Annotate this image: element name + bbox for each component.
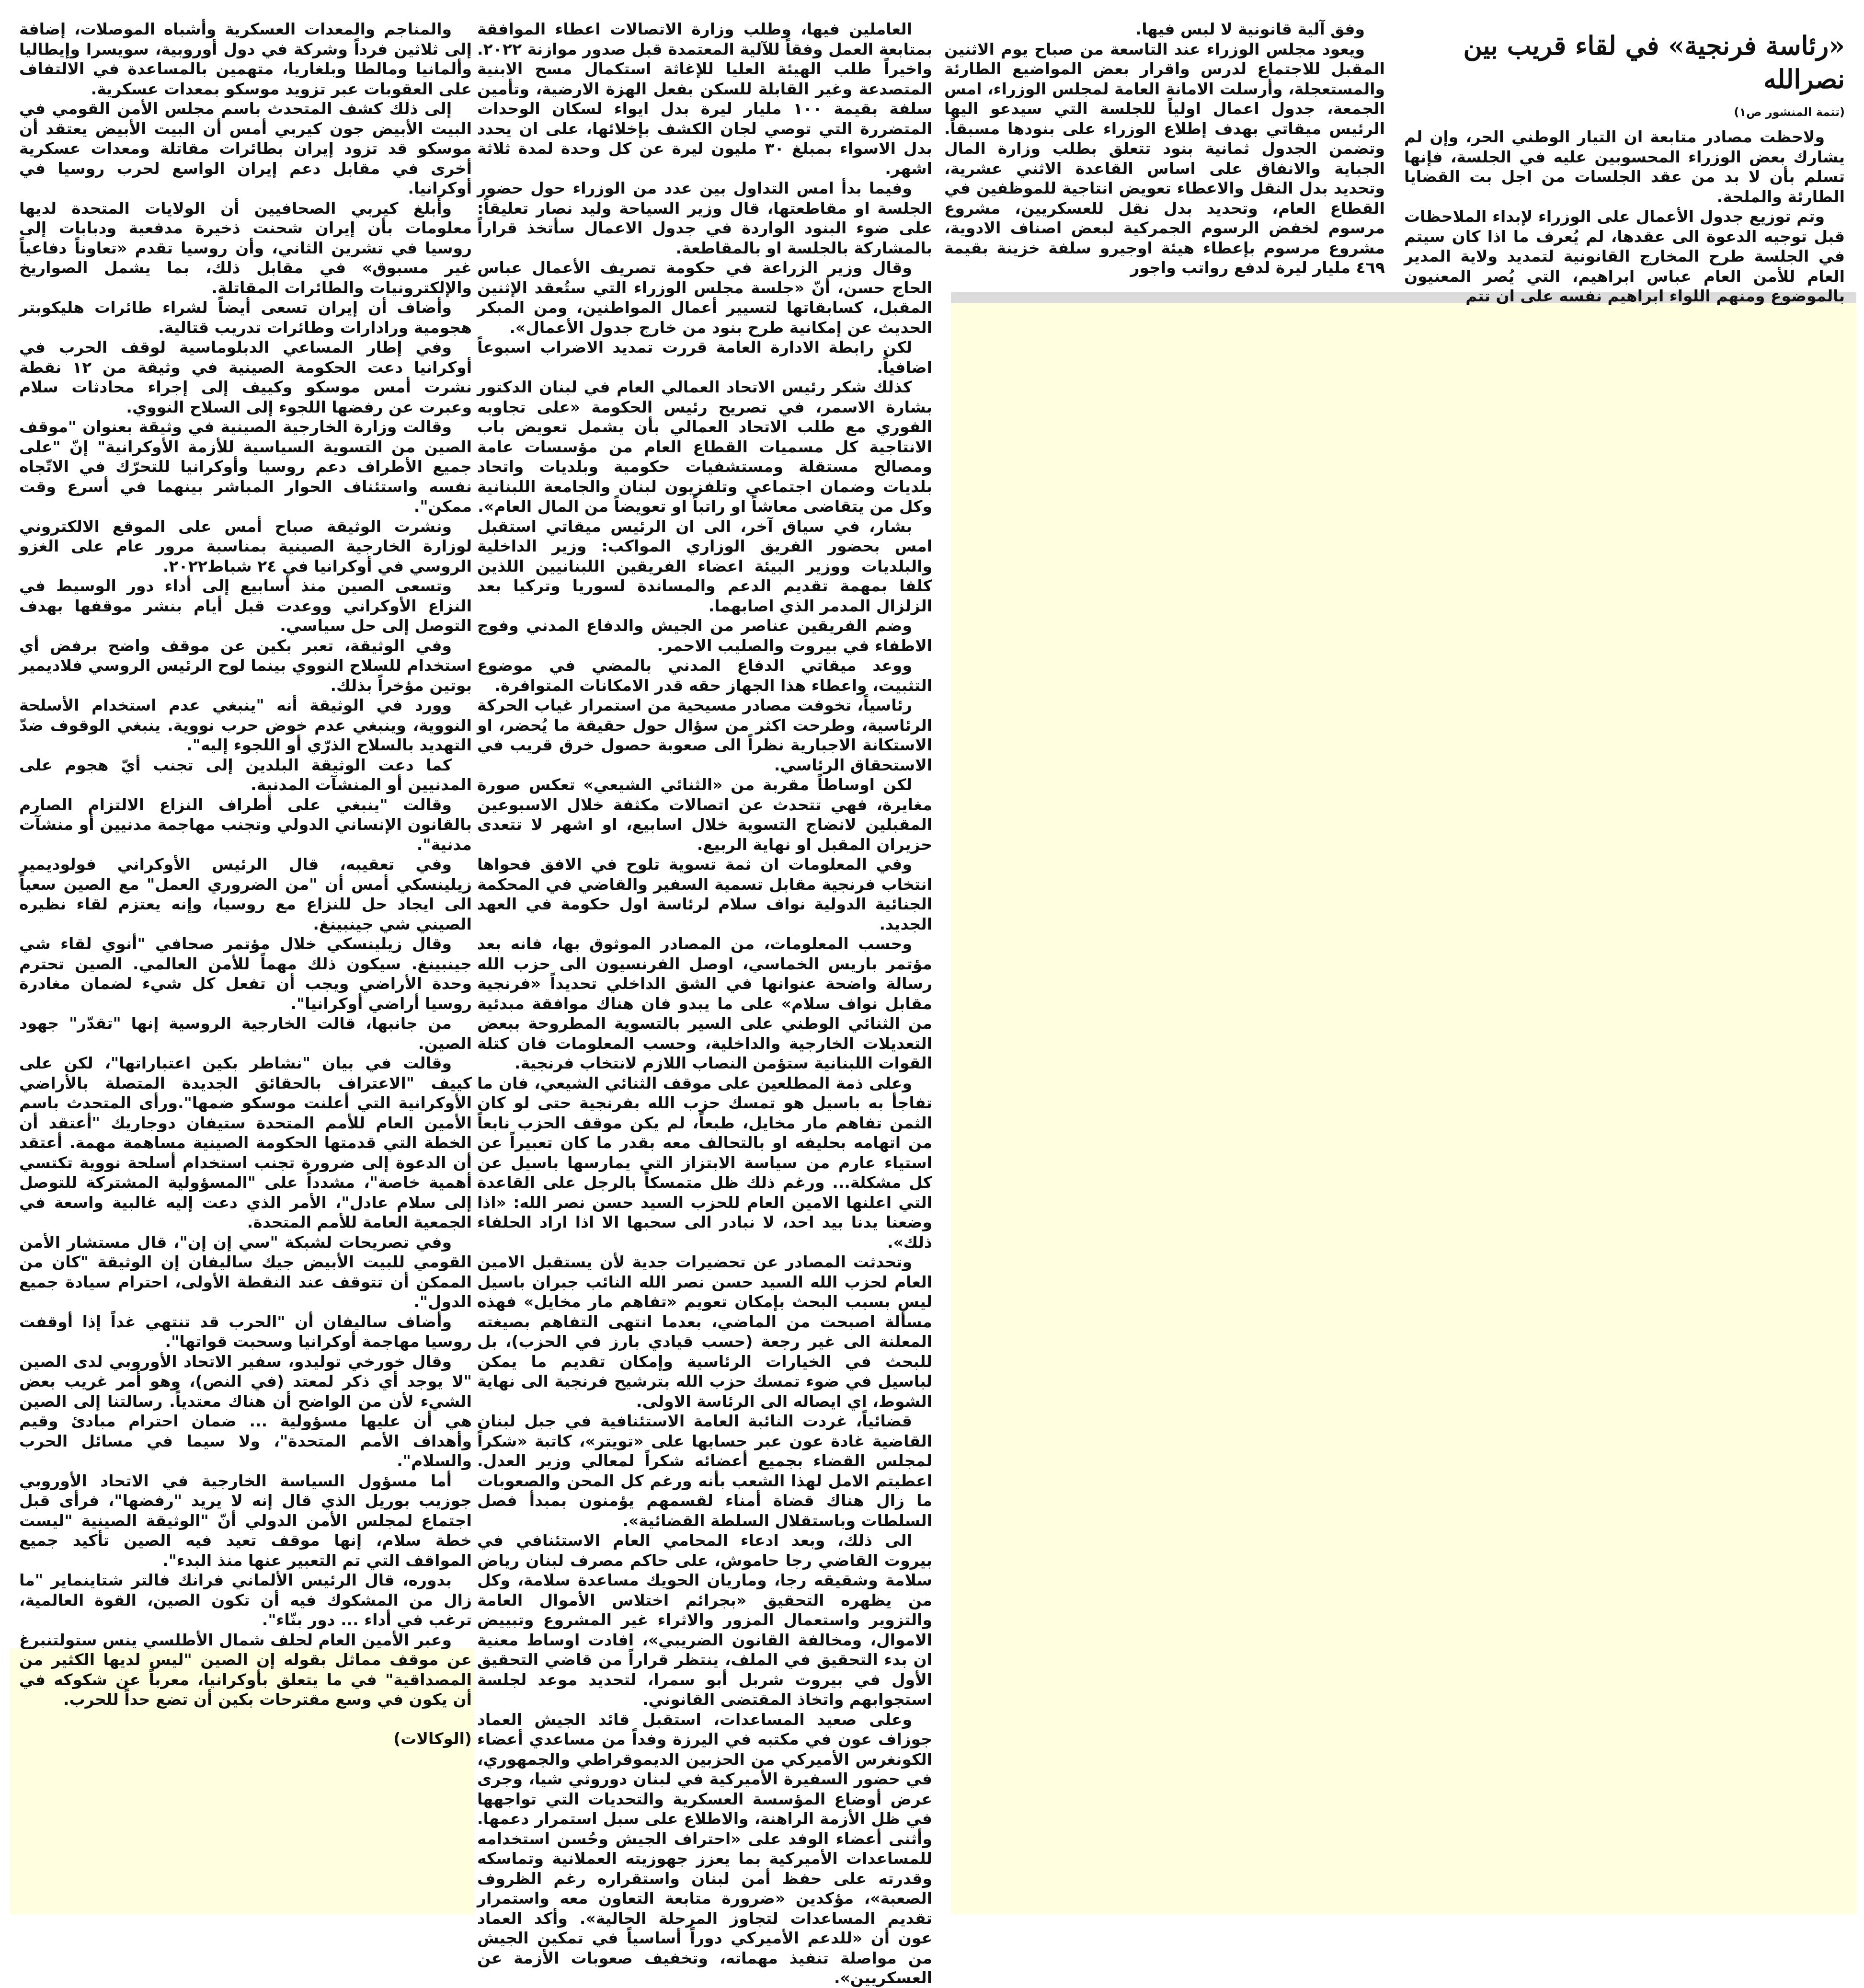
paragraph: وورد في الوثيقة أنه "ينبغي عدم استخدام الأسلحة النووية، وينبغي عدم خوض حرب نووية. ينبغي الوقوف ضدّ التهديد بالسلاح الذرّي أو اللجوء إليه". xyxy=(19,696,472,754)
column-1 xyxy=(1404,127,1845,305)
paragraph: وقال خورخي توليدو، سفير الاتحاد الأوروبي لدى الصين "لا يوجد أي ذكر لمعتد (في النص)، وهو أمر غريب بعض الشيء لأن من الواضح أن هناك معتدياً. رسالتنا إلى الصين هي أن عليها مسؤولية ... ضمان احترام مبادئ وقيم وأهداف الأمم المتحدة"، ولا سيما في مسائل الحرب والسلام". xyxy=(19,1352,472,1470)
paragraph: وقالت "ينبغي على أطراف النزاع الالتزام الصارم بالقانون الإنساني الدولي وتجنب مهاجمة مدنيين أو منشآت مدنية". xyxy=(19,795,472,854)
paragraph: وفي المعلومات ان ثمة تسوية تلوح في الافق فحواها انتخاب فرنجية مقابل تسمية السفير والقاضي في المحكمة الجنائية الدولية نواف سلام لرئاسة اول حكومة في العهد الجديد. xyxy=(477,855,932,933)
agency-credit: (الوكالات) xyxy=(393,1729,472,1748)
paragraph: وعبر الأمين العام لحلف شمال الأطلسي ينس ستولتنبرغ عن موقف مماثل بقوله إن الصين "ليس لديها الكثير من المصداقية" في ما يتعلق بأوكرانيا، معرباً عن شكوكه في أن يكون في وسع مقترحات بكين أن تضع حداً للحرب. xyxy=(19,1630,472,1709)
paragraph: وتسعى الصين منذ أسابيع إلى أداء دور الوسيط في النزاع الأوكراني ووعدت قبل أيام بنشر موقفها بهدف التوصل إلى حل سياسي. xyxy=(19,576,472,635)
paragraph: وأضاف أن إيران تسعى أيضاً لشراء طائرات هليكوبتر هجومية ورادارات وطائرات تدريب قتالية. xyxy=(19,298,472,337)
column-4 xyxy=(19,19,472,1748)
paragraph: قضائياً، غردت النائبة العامة الاستئنافية في جبل لبنان القاضية غادة عون عبر حسابها على «تويتر»، كاتبة «شكراً لمجلس القضاء بجميع أعضائه شكراً لمعالي وزير العدل. اعطيتم الامل لهذا الشعب بأنه ورغم كل المحن والصعوبات ما زال هناك قضاة أمناء لقسمهم يؤمنون بمبدأ فصل السلطات وباستقلال السلطة القضائية». xyxy=(477,1412,932,1530)
paragraph: ويعود مجلس الوزراء عند التاسعة من صباح يوم الاثنين المقبل للاجتماع لدرس واقرار بعض المواضيع الطارئة والمستعجلة، وأرسلت الامانة العامة لمجلس الوزراء، امس الجمعة، جدول اعمال اولياً للجلسة التي سيدعو اليها الرئيس ميقاتي بهدف إطلاع الوزراء على بنودها مسبقاً. وتضمن الجدول ثمانية بنود تتعلق بطلب وزارة المال الجباية والانفاق على اساس القاعدة الاثني عشرية، وتحديد بدل النقل والاعطاء تعويض انتاجية للموظفين في القطاع العام، وتحديد بدل نقل للعسكريين، مشروع مرسوم لخفض الرسوم الجمركية لبعض اصناف الادوية، مشروع مرسوم بإعطاء هيئة اوجيرو سلفة خزينة بقيمة ٤٦٩ مليار ليرة لدفع رواتب واجور xyxy=(944,39,1385,277)
paragraph: وفي تعقيبه، قال الرئيس الأوكراني فولوديمير زيلينسكي أمس أن "من الضروري العمل" مع الصين سعياً الى ايجاد حل للنزاع مع روسيا، وإنه يعتزم لقاء نظيره الصيني شي جينبينغ. xyxy=(19,855,472,933)
paragraph: وضم الفريقين عناصر من الجيش والدفاع المدني وفوج الاطفاء في بيروت والصليب الاحمر. xyxy=(477,616,932,655)
paragraph: وفي الوثيقة، تعبر بكين عن موقف واضح برفض أي استخدام للسلاح النووي بينما لوح الرئيس الروسي فلاديمير بوتين مؤخراً بذلك. xyxy=(19,636,472,695)
column-2 xyxy=(944,19,1385,290)
paragraph: وفيما بدأ امس التداول بين عدد من الوزراء حول حضور الجلسة او مقاطعتها، قال وزير السياحة وليد نصار تعليقاً: على ضوء البنود الواردة في جدول الاعمال سأتخذ قراراً بالمشاركة بالجلسة او بالمقاطعة. xyxy=(477,179,932,257)
paragraph: أما مسؤول السياسة الخارجية في الاتحاد الأوروبي جوزيب بوريل الذي قال إنه لا يريد "رفضها"، فرأى قبل اجتماع لمجلس الأمن الدولي أنّ "الوثيقة الصينية "ليست خطة سلام، إنها موقف تعيد فيه الصين تأكيد جميع المواقف التي تم التعبير عنها منذ البدء". xyxy=(19,1471,472,1570)
paragraph: وفق آلية قانونية لا لبس فيها. xyxy=(1135,20,1365,38)
paragraph: لكن رابطة الادارة العامة قررت تمديد الاضراب اسبوعاً اضافياً. xyxy=(477,338,932,377)
continued-note: (تتمة المنشور ص١) xyxy=(1734,105,1845,119)
paragraph: وحسب المعلومات، من المصادر الموثوق بها، فانه بعد مؤتمر باريس الخماسي، اوصل الفرنسيون الى حزب الله رسالة واضحة عنوانها في الشق الداخلي تحديداً «فرنجية مقابل نواف سلام» على ما يبدو فان هناك موافقة مبدئية من الثنائي الوطني على السير بالتسوية المطروحة ببعض التعديلات الخارجية والداخلية، وحسب المعلومات فان كتلة القوات اللبنانية ستؤمن النصاب اللازم لانتخاب فرنجية. xyxy=(477,934,932,1072)
paragraph: وفي إطار المساعي الدبلوماسية لوقف الحرب في أوكرانيا دعت الحكومة الصينية في وثيقة من ١٢ نقطة نشرت أمس موسكو وكييف إلى إجراء محادثات سلام وعبرت عن رفضها اللجوء إلى السلاح النووي. xyxy=(19,338,472,416)
paragraph: وأبلغ كيربي الصحافيين أن الولايات المتحدة لديها معلومات بأن إيران شحنت ذخيرة مدفعية ودبابات إلى روسيا في تشرين الثاني، وأن روسيا تقدم «تعاوناً دفاعياً غير مسبوق» في مقابل ذلك، بما يشمل الصواريخ والإلكترونيات والطائرات المقاتلة. xyxy=(19,198,472,297)
paragraph: وتم توزيع جدول الأعمال على الوزراء لإبداء الملاحظات قبل توجيه الدعوة الى عقدها، لم يُعرف ما اذا كان سيتم في الجلسة طرح المخارج القانونية لتمديد ولاية المدير العام للأمن العام عباس ابراهيم، التي يُصر المعنيون بالموضوع ومنهم اللواء ابراهيم نفسه على ان تتم xyxy=(1404,207,1845,305)
paragraph: وقال وزير الزراعة في حكومة تصريف الأعمال عباس الحاج حسن، أنّ «جلسة مجلس الوزراء التي ستُعقد الإثنين المقبل، كسابقاتها لتسيير أعمال المواطنين، ومن المبكر الحديث عن إمكانية طرح بنود من خارج جدول الأعمال». xyxy=(477,258,932,337)
paragraph: الى ذلك، وبعد ادعاء المحامي العام الاستئنافي في بيروت القاضي رجا حاموش، على حاكم مصرف لبنان رياض سلامة وشقيقه رجا، وماريان الحويك مساعدة سلامة، وكل من يظهره التحقيق «بجرائم اختلاس الأموال العامة والتزوير واستعمال المزور والاثراء غير المشروع وتبييض الاموال، ومخالفة القانون الضريبي»، افادت اوساط معنية ان بدء التحقيق في الملف، ينتظر قراراً من قاضي التحقيق الأول في بيروت شربل أبو سمرا، لتحديد موعد لجلسة استجوابهم واتخاذ المقتضى القانوني. xyxy=(477,1531,932,1709)
paragraph: رئاسياً، تخوفت مصادر مسيحية من استمرار غياب الحركة الرئاسية، وطرحت اكثر من سؤال حول حقيقة ما يُحضر، او الاستكانة الاجبارية نظراً الى صعوبة حصول خرق قريب في الاستحقاق الرئاسي. xyxy=(477,696,932,774)
paragraph: لكن اوساطاً مقربة من «الثنائي الشيعي» تعكس صورة مغايرة، فهي تتحدث عن اتصالات مكثفة خلال الاسبوعين المقبلين لانضاج التسوية خلال اسابيع، او اشهر لا تتعدى حزيران المقبل او نهاية الربيع. xyxy=(477,775,932,854)
headline: «رئاسة فرنجية» في لقاء قريب بين نصرالله xyxy=(1463,30,1845,94)
paragraph: وقالت في بيان "نشاطر بكين اعتباراتها"، لكن على كييف "الاعتراف بالحقائق الجديدة المتصلة بالأراضي الأوكرانية التي أعلنت موسكو ضمها".ورأى المتحدث باسم الأمين العام للأمم المتحدة ستيفان دوجاريك "أعتقد أن الخطة التي قدمتها الحكومة الصينية مساهمة مهمة. أعتقد أن الدعوة إلى ضرورة تجنب استخدام أسلحة نووية تكتسي أهمية خاصة"، مشدداً على "المسؤولية المشتركة للتوصل إلى سلام عادل"، الأمر الذي دعت إليه غالبية واسعة في الجمعية العامة للأمم المتحدة. xyxy=(19,1054,472,1231)
paragraph: وتحدثت المصادر عن تحضيرات جدية لأن يستقبل الامين العام لحزب الله السيد حسن نصر الله النائب جبران باسيل ليس بسبب البحث بإمكان تعويم «تفاهم مار مخايل» فهذه مسألة اصبحت من الماضي، بعدما انتهى التفاهم بصيغته المعلنة الى غير رجعة (حسب قيادي بارز في الحزب)، بل للبحث في الخيارات الرئاسية وإمكان تقديم ما يمكن لباسيل في ضوء تمسك حزب الله بترشيح فرنجية الى نهاية الشوط، اي ايصاله الى الرئاسة الاولى. xyxy=(477,1253,932,1411)
paragraph: والمناجم والمعدات العسكرية وأشباه الموصلات، إضافة إلى ثلاثين فرداً وشركة في دول أوروبية، سويسرا وإيطاليا وألمانيا ومالطا وبلغاريا، متهمين بالمساعدة في الالتفاف على العقوبات عبر تزويد موسكو بمعدات عسكرية. xyxy=(19,20,472,98)
paragraph: ولاحظت مصادر متابعة ان التيار الوطني الحر، وإن لم يشارك بعض الوزراء المحسوبين عليه في الجلسة، فإنها تسلم بأن لا بد من عقد الجلسات من اجل بت القضايا الطارئة والملحة. xyxy=(1404,127,1845,206)
paragraph: وقال زيلينسكي خلال مؤتمر صحافي "أنوي لقاء شي جينبينغ. سيكون ذلك مهماً للأمن العالمي. الصين تحترم وحدة الأراضي ويجب أن تفعل كل شيء لضمان مغادرة روسيا أراضي أوكرانيا". xyxy=(19,934,472,1013)
paragraph: بشار، في سياق آخر، الى ان الرئيس ميقاتي استقبل امس بحضور الفريق الوزاري المواكب: وزير الداخلية والبلديات ووزير البيئة اعضاء الفريقين اللبنانيين اللذين كلفا بمهمة تقديم الدعم والمساندة لسوريا وتركيا بعد الزلزال المدمر الذي اصابهما. xyxy=(477,517,932,615)
paragraph: كذلك شكر رئيس الاتحاد العمالي العام في لبنان الدكتور بشارة الاسمر، في تصريح رئيس الحكومة «على تجاوبه الفوري مع طلب الاتحاد العمالي بأن يشمل تعويض باب الانتاجية كل مسميات القطاع العام من مؤسسات عامة ومصالح مستقلة ومستشفيات حكومية وبلديات واتحاد بلديات وضمان اجتماعي وتلفزيون لبنان والجامعة اللبنانية وكل من يتقاضى معاشاً او راتباً او تعويضاً من المال العام». xyxy=(477,378,932,516)
paragraph: من جانبها، قالت الخارجية الروسية إنها "تقدّر" جهود الصين. xyxy=(19,1014,472,1053)
paragraph: ووعد ميقاتي الدفاع المدني بالمضي في موضوع التثبيت، واعطاء هذا الجهاز حقه قدر الامكانات المتوافرة. xyxy=(477,656,932,695)
column-3 xyxy=(477,19,933,1987)
paragraph: وقالت وزارة الخارجية الصينية في وثيقة بعنوان "موقف الصين من التسوية السياسية للأزمة الأوكرانية" إنّ "على جميع الأطراف دعم روسيا وأوكرانيا للتحرّك في الاتّجاه نفسه واستئناف الحوار المباشر بينهما في أسرع وقت ممكن". xyxy=(19,417,472,516)
paragraph: وفي تصريحات لشبكة "سي إن إن"، قال مستشار الأمن القومي للبيت الأبيض جيك ساليفان إن الوثيقة "كان من الممكن أن تتوقف عند النقطة الأولى، احترام سيادة جميع الدول". xyxy=(19,1232,472,1311)
paragraph: ونشرت الوثيقة صباح أمس على الموقع الالكتروني لوزارة الخارجية الصينية بمناسبة مرور عام على الغزو الروسي في أوكرانيا في ٢٤ شباط٢٠٢٢. xyxy=(19,517,472,575)
paragraph: كما دعت الوثيقة البلدين إلى تجنب أيّ هجوم على المدنيين أو المنشآت المدنية. xyxy=(19,755,472,794)
paragraph: وعلى ذمة المطلعين على موقف الثنائي الشيعي، فان ما تفاجأ به باسيل هو تمسك حزب الله بفرنجية حتى لو كان الثمن تفاهم مار مخايل، طبعاً، لم يكن موقف الحزب نابعاً من اتهامه بحليفه او بالتحالف معه بقدر ما كان تعبيراً عن استياء عارم من سياسة الابتزاز التي يمارسها باسيل عن كل مشكلة... ورغم ذلك ظل متمسكاً بالرجل على القاعدة التي اعلنها الامين العام للحزب السيد حسن نصر الله: «اذا وضعنا يدنا بيد احد، لا نبادر الى سحبها الا اذا اراد الحلفاء ذلك». xyxy=(477,1073,932,1252)
paragraph: وأضاف ساليفان أن "الحرب قد تنتهي غداً إذا أوقفت روسيا مهاجمة أوكرانيا وسحبت قواتها". xyxy=(19,1312,472,1351)
paragraph: وعلى صعيد المساعدات، استقبل قائد الجيش العماد جوزاف عون في مكتبه في اليرزة وفداً من مساعدي أعضاء الكونغرس الأميركي من الحزبين الديموقراطي والجمهوري، في حضور السفيرة الأميركية في لبنان دوروثي شيا، وجرى عرض أوضاع المؤسسة العسكرية والتحديات التي تواجهها في ظل الأزمة الراهنة، والاطلاع على سبل استمرار دعمها. وأثنى أعضاء الوفد على «احتراف الجيش وحُسن استخدامه للمساعدات الأميركية بما يعزز جهوزيته العملانية وتماسكه وقدرته على حفظ أمن لبنان واستقراره رغم الظروف الصعبة»، مؤكدين «ضرورة متابعة التعاون معه واستمرار تقديم المساعدات لتجاوز المرحلة الحالية». وأكد العماد عون أن «للدعم الأميركي دوراً أساسياً في تمكين الجيش من مواصلة تنفيذ مهماته، وتخفيف صعوبات الأزمة عن العسكريين». xyxy=(477,1710,932,1987)
paragraph: إلى ذلك كشف المتحدث باسم مجلس الأمن القومي في البيت الأبيض جون كيربي أمس أن البيت الأبيض يعتقد أن موسكو قد تزود إيران بطائرات مقاتلة ومعدات عسكرية أخرى في مقابل دعم إيران الواسع لحرب روسيا في أوكرانيا. xyxy=(19,99,472,197)
paragraph: بدوره، قال الرئيس الألماني فرانك فالتر شتاينماير "ما زال من المشكوك فيه أن تكون الصين، القوة العالمية، ترغب في أداء ... دور بنّاء". xyxy=(19,1571,472,1629)
empty-region-top-right xyxy=(951,297,1856,1914)
paragraph: العاملين فيها، وطلب وزارة الاتصالات اعطاء الموافقة بمتابعة العمل وفقاً للآلية المعتمدة قبل صدور موازنة ٢٠٢٢. واخيراً طلب الهيئة العليا للإغاثة استكمال مسح الابنية المتصدعة وغير القابلة للسكن بفعل الهزة الارضية، وتأمين سلفة بقيمة ١٠٠ مليار ليرة بدل ايواء لسكان الوحدات المتضررة التي توصي لجان الكشف بإخلائها، على ان يحدد بدل الاسواء بمبلغ ٣٠ مليون ليرة عن كل وحدة لمدة ثلاثة اشهر. xyxy=(477,20,933,178)
